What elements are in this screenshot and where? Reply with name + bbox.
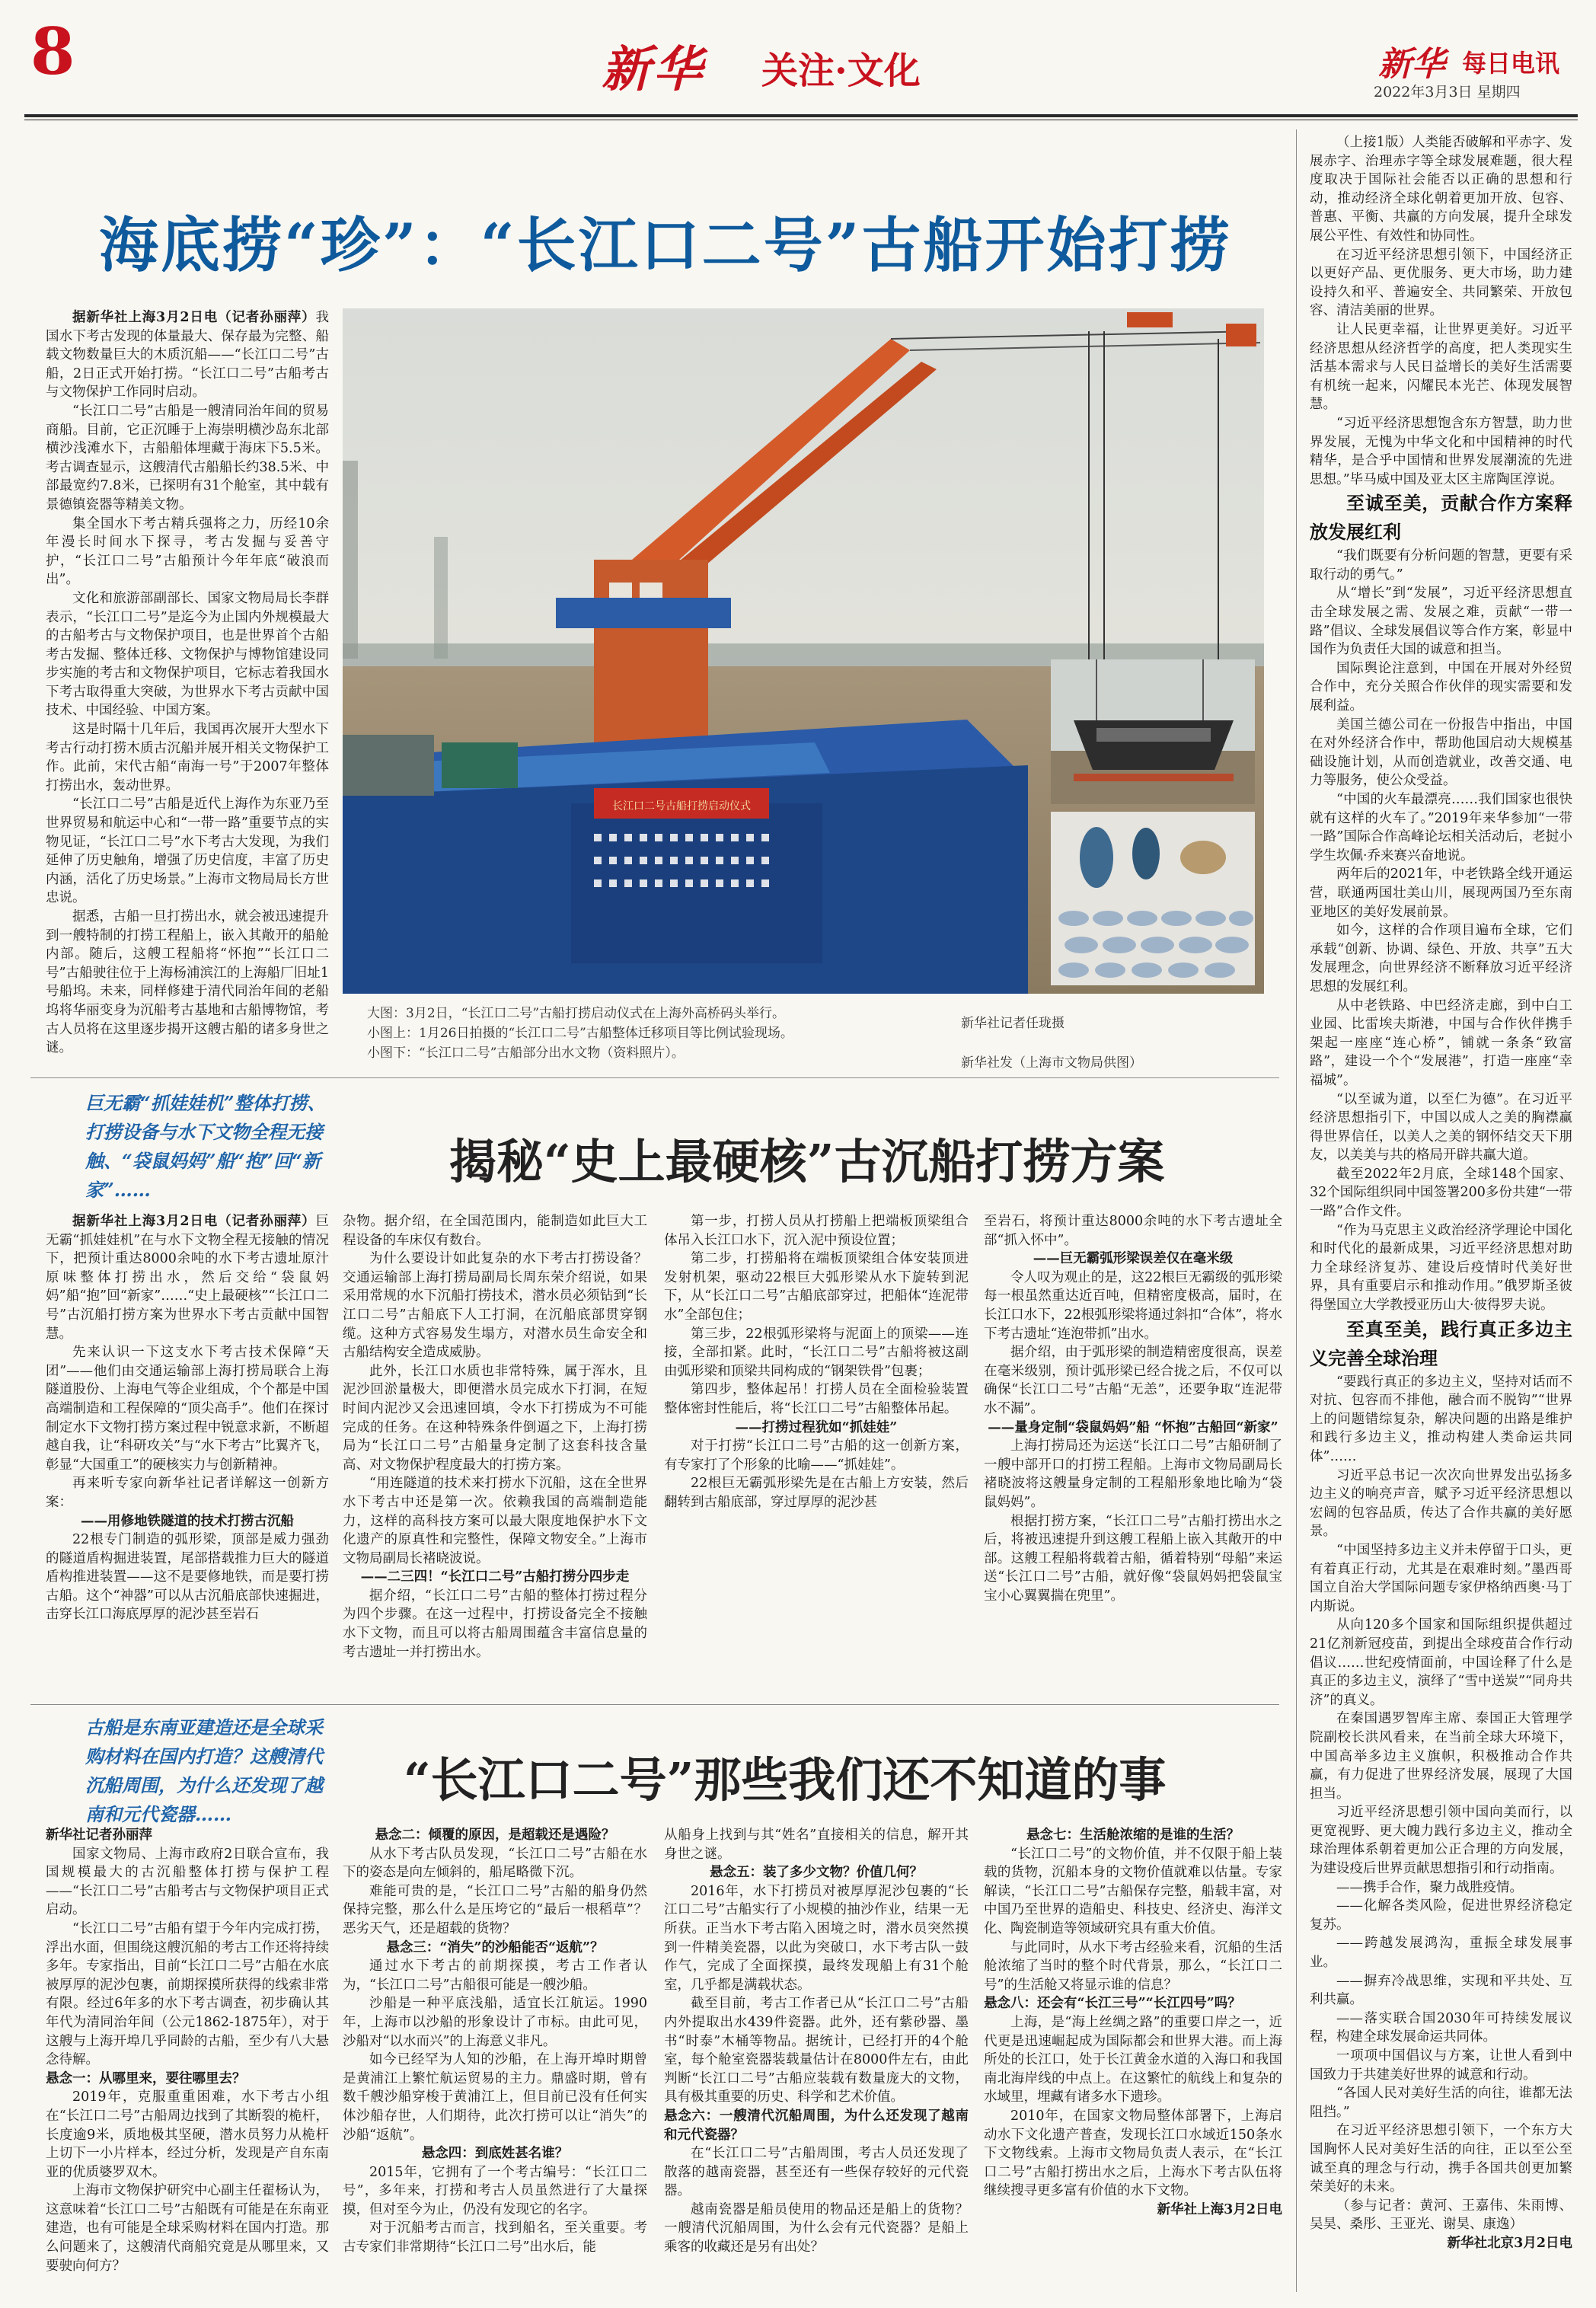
xinhua-logo-icon: 新华 (602, 41, 705, 98)
ceremony-banner: 长江口二号古船打捞启动仪式 (612, 800, 751, 812)
story3-paragraph: 2010年，在国家文物局整体部署下，上海启动水下文化遗产普查，发现长江口水域近150条水下文物线索。上海市文物局负责人表示，在“长江口二号”古船打捞出水之后，上海水下考古队伍将继续搜寻更多富有价值的水下文物。 (984, 2108, 1282, 2199)
story4-paragraph: ——化解各类风险，促进世界经济稳定复苏。 (1310, 1898, 1572, 1933)
story3-question: 悬念八：还会有“长江三号”“长江四号”吗？ (984, 1996, 1241, 2012)
story1-paragraph: 集全国水下考古精兵强将之力，历经10余年漫长时间水下探寻，考古发掘与妥善守护，“长江口二号”古船预计今年年底“破浪而出”。 (46, 516, 329, 588)
story4-paragraph: 从向120多个国家和国际组织提供超过21亿剂新冠疫苗，到提出全球疫苗合作行动倡议……世纪疫情面前，中国诠释了什么是真正的多边主义，演绎了“雪中送炭”“同舟共济”的真义。 (1310, 1617, 1572, 1708)
story3-paragraph: 上海，是“海上丝绸之路”的重要口岸之一，近代更是迅速崛起成为国际都会和世界大港。而上海所处的长江口，处于长江黄金水道的入海口和我国南北海岸线的中点上。在这繁忙的航线上和复杂的水域里，埋藏有诸多水下遗珍。 (984, 2014, 1282, 2105)
story4-paragraph: “中国的火车最漂亮……我们国家也很快就有这样的火车了。”2019年来华参加“一带一路”国际合作高峰论坛相关活动后，老挝小学生坎佩·乔来赛兴奋地说。 (1310, 792, 1572, 864)
story2-kicker: 巨无霸“抓娃娃机”整体打捞、打捞设备与水下文物全程无接触、“袋鼠妈妈”船“抱”回“新家”…… (85, 1092, 326, 1201)
story2-paragraph: 上海打捞局还为运送“长江口二号”古船研制了一艘中部开口的打捞工程船。上海市文物局副局长褚晓波将这艘量身定制的工程船形象地比喻为“袋鼠妈妈”。 (984, 1438, 1282, 1510)
story2-paragraph: 22根专门制造的弧形梁，顶部是威力强劲的隧道盾构掘进装置，尾部搭载推力巨大的隧道盾构推进装置——这不是要修地铁，而是要打捞古船。这个“神器”可以从古沉船底部快速掘进，击穿长江口海底厚厚的泥沙甚至岩石 (46, 1532, 329, 1623)
story3-question: 悬念一：从哪里来，要往哪里去？ (46, 2070, 246, 2086)
story3-col3 (664, 1826, 969, 2283)
headline-main: 海底捞“珍”：“长江口二号”古船开始打捞 (99, 211, 1232, 280)
story3-paragraph: 2019年，克服重重困难，水下考古小组在“长江口二号”古船周边找到了其断裂的桅杆，长度逾9米，质地极其坚硬，潜水员努力从桅杆上切下一小片样本，经过分析，发现是产自东南亚的优质婆罗双木。 (46, 2089, 329, 2180)
story4-paragraph: 截至2022年2月底，全球148个国家、32个国际组织同中国签署200多份共建“一带一路”合作文件。 (1310, 1166, 1572, 1220)
story3-paragraph: 难能可贵的是，“长江口二号”古船的船身仍然保持完整，那么什么是压垮它的“最后一根稻草”？恶劣天气，还是超载的货物？ (343, 1883, 647, 1936)
story4-paragraph: 一项项中国倡议与方案，让世人看到中国致力于共建美好世界的诚意和行动。 (1310, 2048, 1572, 2083)
story3-question: 悬念六：一艘清代沉船周围，为什么还发现了越南和元代瓷器？ (664, 2108, 969, 2143)
story3-paragraph: 与此同时，从水下考古经验来看，沉船的生活舱浓缩了当时的整个时代背景，那么，“长江口二号”的生活舱又将显示谁的信息？ (984, 1939, 1282, 1993)
story3-paragraph: 从船身上找到与其“姓名”直接相关的信息，解开其身世之谜。 (664, 1828, 969, 1862)
story3-col1 (46, 1826, 329, 2283)
story2-paragraph: 据介绍，“长江口二号”古船的整体打捞过程分为四个步骤。在这一过程中，打捞设备完全不接触水下文物，而且可以将古船周围蕴含丰富信息量的考古遗址一并打捞出水。 (343, 1588, 647, 1660)
story4-paragraph: ——携手合作，聚力战胜疫情。 (1336, 1879, 1523, 1895)
story4-column (1310, 133, 1572, 2292)
story3-paragraph: 2016年，水下打捞员对被厚厚泥沙包裹的“长江口二号”古船实行了小规模的抽沙作业，结果一无所获。正当水下考古陷入困境之时，潜水员突然摸到一件精美瓷器，以此为突破口，水下考古队一鼓作气，完成了全面探摸，最终发现船上有31个舱室，几乎都是满载状态。 (664, 1883, 969, 1993)
story2-paragraph: 令人叹为观止的是，这22根巨无霸级的弧形梁每一根虽然重达近百吨，但精密度极高，届时，在长江口水下，22根弧形梁将通过斜扣“合体”，将水下考古遗址“连泡带抓”出水。 (984, 1269, 1282, 1342)
story3-paragraph: 从水下考古队员发现，“长江口二号”古船在水下的姿态是向左倾斜的，船尾略微下沉。 (343, 1846, 647, 1881)
story2-paragraph: 再来听专家向新华社记者详解这一创新方案： (46, 1476, 329, 1510)
story1-body (46, 308, 329, 1070)
story4-paragraph: 如今，这样的合作项目遍布全球，它们承载“创新、协调、绿色、开放、共享”五大发展理念，向世界经济不断释放习近平经济思想的发展红利。 (1310, 923, 1572, 994)
story4-paragraph: 从中老铁路、中巴经济走廊，到中白工业园、比雷埃夫斯港，中国与合作伙伴携手架起一座座“连心桥”，铺就一条条“致富路”，建设一个个“发展港”，打造一座座“幸福城”。 (1310, 998, 1572, 1088)
story2-dateline: 据新华社上海3月2日电（记者孙丽萍） (72, 1214, 316, 1229)
story2-paragraph: 第四步，整体起吊！打捞人员在全面检验装置整体密封性能后，将“长江口二号”古船整体吊起。 (664, 1382, 969, 1416)
section-title: 关注·文化 (761, 49, 921, 92)
story2-paragraph: 巨无霸“抓娃娃机”在与水下文物全程无接触的情况下，把预计重达8000余吨的水下考古遗址原汁原味整体打捞出水，然后交给“袋鼠妈妈”船“抱”回“新家”……“史上最硬核”“长江口二号”古沉船打捞方案为世界水下考古贡献中国智慧。 (46, 1214, 329, 1342)
story3-col2 (343, 1826, 647, 2283)
story4-paragraph: （上接1版）人类能否破解和平赤字、发展赤字、治理赤字等全球发展难题，很大程度取决于国际社会能否以正确的思想和行动，推动经济全球化朝着更加开放、包容、普惠、平衡、共赢的方向发展，提升全球发展公平性、有效性和协同性。 (1310, 135, 1572, 244)
story4-paragraph: “各国人民对美好生活的向往，谁都无法阻挡。” (1310, 2086, 1572, 2120)
story2-paragraph: 此外，长江口水质也非常特殊，属于浑水，且泥沙回淤量极大，即便潜水员完成水下打洞，在短时间内泥沙又会迅速回填，令水下打捞成为不可能完成的任务。在这种特殊条件倒逼之下，上海打捞局为“长江口二号”古船量身定制了这套科技含量高、对文物保护程度最大的打捞方案。 (343, 1363, 647, 1473)
page-number: 8 (30, 14, 75, 89)
inset-photo-relics (1051, 812, 1255, 985)
story2-subhead: ——用修地铁隧道的技术打捞古沉船 (81, 1513, 294, 1529)
story4-paragraph: ——跨越发展鸿沟，重振全球发展事业。 (1310, 1936, 1572, 1971)
story2-col1 (46, 1212, 329, 1700)
story3-credit: 新华社上海3月2日电 (1157, 2201, 1282, 2217)
headline-story3: “长江口二号”那些我们还不知道的事 (404, 1752, 1167, 1808)
story1-paragraph: “长江口二号”古船是近代上海作为东亚乃至世界贸易和航运中心和“一带一路”重要节点的实物见证，“长江口二号”水下考古大发现，为我们延伸了历史触角，增强了历史信度，丰富了历史内涵，活化了历史场景。”上海市文物局局长方世忠说。 (46, 796, 329, 906)
story2-paragraph: 根据打捞方案，“长江口二号”古船打捞出水之后，将被迅速提升到这艘工程船上嵌入其敞开的中部。这艘工程船将载着古船，循着特别“母船”来运送“长江口二号”古船，就好像“袋鼠妈妈把袋鼠宝宝小心翼翼揣在兜里”。 (984, 1513, 1282, 1604)
story3-question: 悬念三：“消失”的沙船能否“返航”？ (386, 1939, 604, 1955)
story3-paragraph: 在“长江口二号”古船周围，考古人员还发现了散落的越南瓷器，甚至还有一些保存较好的元代瓷器。 (664, 2146, 969, 2199)
story3-question: 悬念四：到底姓甚名谁？ (421, 2146, 569, 2162)
story2-subhead: ——巨无霸弧形梁误差仅在毫米级 (1033, 1251, 1234, 1267)
story1-paragraph: “长江口二号”古船是一艘清同治年间的贸易商船。目前，它正沉睡于上海崇明横沙岛东北部横沙浅滩水下，古船船体埋藏于海床下5.5米。考古调查显示，这艘清代古船船长约38.5米、中部最宽约7.8米，已探明有31个舱室，其中载有景德镇瓷器等精美文物。 (46, 403, 329, 512)
story4-paragraph: 两年后的2021年，中老铁路全线开通运营，联通两国壮美山川，展现两国乃至东南亚地区的美好发展前景。 (1310, 867, 1572, 920)
story2-paragraph: 对于打捞“长江口二号”古船的这一创新方案，有专家打了个形象的比喻——“抓娃娃”。 (664, 1438, 969, 1473)
story4-paragraph: 让人民更幸福，让世界更美好。习近平经济思想从经济哲学的高度，把人类现实生活基本需求与人民日益增长的美好生活需要有机统一起来，闪耀民本光芒、体现发展智慧。 (1310, 321, 1572, 413)
story3-paragraph: “长江口二号”的文物价值，并不仅限于船上装载的货物，沉船本身的文物价值就难以估量。专家解读，“长江口二号”古船保存完整，船载丰富，对中国乃至世界的造船史、科技史、经济史、海洋文化、陶瓷制造等领域研究具有重大价值。 (984, 1846, 1282, 1936)
story3-paragraph: 2015年，它拥有了一个考古编号：“长江口二号”，多年来，打捞和考古人员虽然进行了大量探摸，但对至今为止，仍没有发现它的名字。 (343, 2164, 647, 2217)
story2-paragraph: 为什么要设计如此复杂的水下考古打捞设备？交通运输部上海打捞局副局长周东荣介绍说，如果采用常规的水下沉船打捞技术，潜水员必须钻到“长江口二号”古船底下人工打洞，在沉船底部贯穿钢缆。这种方式容易发生塌方，对潜水员生命安全和古船结构安全造成威胁。 (343, 1251, 647, 1361)
caption-main: 大图：3月2日，“长江口二号”古船打捞启动仪式在上海外高桥码头举行。 (367, 1006, 786, 1021)
photo-credit: 新华社记者任珑摄 (961, 1016, 1065, 1031)
story2-paragraph: 至岩石，将预计重达8000余吨的水下考古遗址全部“抓入怀中”。 (984, 1214, 1282, 1248)
story2-paragraph: 先来认识一下这支水下考古技术保障“天团”——他们由交通运输部上海打捞局联合上海隧道股份、上海电气等企业组成，个个都是中国高端制造和工程保障的“顶尖高手”。他们在探讨制定水下文物打捞方案过程中锐意求新，不断超越自我，让“科研攻关”与“水下考古”比翼齐飞，彰显“大国重工”的硬核实力与创新精神。 (46, 1345, 329, 1473)
story3-question: 悬念二：倾覆的原因，是超载还是遇险？ (375, 1828, 615, 1843)
story2-paragraph: 第一步，打捞人员从打捞船上把端板顶梁组合体吊入长江口水下，沉入泥中预设位置； (664, 1214, 969, 1248)
story2-paragraph: 第三步，22根弧形梁将与泥面上的顶梁——连接，全部扣紧。此时，“长江口二号”古船将被这副由弧形梁和顶梁共同构成的“钢架铁骨”包裹； (664, 1326, 969, 1379)
story4-paragraph: 美国兰德公司在一份报告中指出，中国在对外经济合作中，帮助他国启动大规模基础设施计划，从而创造就业，改善交通、电力等服务，使公众受益。 (1310, 717, 1572, 789)
story4-subhead: 至真至美，践行真正多边主义完善全球治理 (1310, 1317, 1572, 1369)
story3-paragraph: 对于沉船考古而言，找到船名，至关重要。考古专家们非常期待“长江口二号”出水后，能 (343, 2220, 647, 2255)
story2-paragraph: 22根巨无霸弧形梁先是在古船上方安装，然后翻转到古船底部，穿过厚厚的泥沙甚 (664, 1476, 969, 1510)
story4-paragraph: 从“增长”到“发展”，习近平经济思想直击全球发展之需、发展之难，贡献“一带一路”倡议、全球发展倡议等合作方案，彰显中国作为负责任大国的诚意和担当。 (1310, 586, 1572, 658)
story4-paragraph: 国际舆论注意到，中国在开展对外经贸合作中，充分关照合作伙伴的现实需要和发展利益。 (1310, 660, 1572, 714)
story4-paragraph: 习近平总书记一次次向世界发出弘扬多边主义的响亮声音，赋予习近平经济思想以宏阔的包容品质，传达了合作共赢的美好愿景。 (1310, 1467, 1572, 1540)
story4-paragraph: “作为马克思主义政治经济学理论中国化和时代化的最新成果，习近平经济思想对助力全球经济复苏、建设后疫情时代美好世界，具有重要启示和推动作用。”俄罗斯圣彼得堡国立大学教授亚历山大·彼得罗夫说。 (1310, 1222, 1572, 1314)
story4-paragraph: ——落实联合国2030年可持续发展议程，构建全球发展命运共同体。 (1310, 2010, 1572, 2045)
story2-paragraph: 第二步，打捞船将在端板顶梁组合体安装顶进发射机架，驱动22根巨大弧形梁从水下旋转到泥下，从“长江口二号”古船底部穿过，把船体“连泥带水”全部包住； (664, 1251, 969, 1323)
story1-paragraph: 据悉，古船一旦打捞出水，就会被迅速提升到一艘特制的打捞工程船上，嵌入其敞开的船舱内部。随后，这艘工程船将“怀抱”“长江口二号”古船驶往位于上海杨浦滨江的上海船厂旧址1号船坞。未来，同样修建于清代同治年间的老船坞将华丽变身为沉船考古基地和古船博物馆，考古人员将在这里逐步揭开这艘古船的诸多身世之谜。 (46, 909, 329, 1056)
story4-credit: 新华社北京3月2日电 (1447, 2235, 1572, 2251)
story3-byline: 新华社记者孙丽萍 (46, 1828, 152, 1843)
story3-paragraph: 如今已经罕为人知的沙船，在上海开埠时期曾是黄浦江上繁忙航运贸易的主力。鼎盛时期，曾有数千艘沙船穿梭于黄浦江上，但目前已没有任何实体沙船存世，人们期待，此次打捞可以让“消失”的沙船“返航”。 (343, 2052, 647, 2143)
story4-paragraph: 在习近平经济思想引领下，中国经济正以更好产品、更优服务、更大市场，助力建设持久和平、普遍安全、共同繁荣、开放包容、清洁美丽的世界。 (1310, 247, 1572, 319)
story3-paragraph: 越南瓷器是船员使用的物品还是船上的货物？一艘清代沉船周围，为什么会有元代瓷器？是船上乘客的收藏还是另有出处？ (664, 2201, 969, 2255)
story2-subhead: ——二三四！“长江口二号”古船打捞分四步走 (360, 1569, 630, 1585)
story3-paragraph: “长江口二号”古船有望于今年内完成打捞，浮出水面，但围绕这艘沉船的考古工作还将持续多年。专家指出，目前“长江口二号”古船在水底被厚厚的泥沙包裹，前期探摸所获得的线索非常有限。经过6年多的水下考古调查，初步确认其年代为清同治年间（公元1862-1875年），对于这艘与上海开埠几乎同龄的古船，至少有八大悬念待解。 (46, 1920, 329, 2068)
story2-paragraph: 杂物。据介绍，在全国范围内，能制造如此巨大工程设备的车床仅有数台。 (343, 1214, 647, 1248)
photo-credits (961, 1004, 1189, 1083)
story4-subhead: 至诚至美，贡献合作方案释放发展红利 (1310, 492, 1572, 544)
caption-small2: 小图下：“长江口二号”古船部分出水文物（资料照片）。 (367, 1045, 685, 1061)
section-divider (30, 1704, 1279, 1705)
photo-credit: 新华社发（上海市文物局供图） (961, 1055, 1142, 1071)
story1-paragraph: 这是时隔十几年后，我国再次展开大型水下考古行动打捞木质古沉船并展开相关文物保护工作。此前，宋代古船“南海一号”于2007年整体打捞出水，轰动世界。 (46, 722, 329, 793)
story3-question: 悬念七：生活舱浓缩的是谁的生活？ (1026, 1828, 1240, 1843)
story4-paragraph: （参与记者：黄河、王嘉伟、朱雨博、吴昊、桑彤、王亚光、谢昊、康逸） (1310, 2198, 1572, 2233)
story3-col4 (984, 1826, 1282, 2283)
story3-paragraph: 沙船是一种平底浅船，适宜长江航运。1990年，上海市以沙船的形象设计了市标。由此可见，沙船对“以水而兴”的上海意义非凡。 (343, 1996, 647, 2049)
photo-caption (367, 1004, 946, 1063)
story2-paragraph: 据介绍，由于弧形梁的制造精密度很高，误差在毫米级别，预计弧形梁已经合拢之后，不仅可以确保“长江口二号”古船“无恙”，还要争取“连泥带水不漏”。 (984, 1345, 1282, 1416)
story4-paragraph: 在秦国遇罗智库主席、泰国正大管理学院副校长洪风看来，在当前全球大环境下，中国高举多边主义旗帜，积极推动合作共赢，有力促进了世界经济发展，展现了大国担当。 (1310, 1711, 1572, 1802)
story3-paragraph: 国家文物局、上海市政府2日联合宣布，我国规模最大的古沉船整体打捞与保护工程——“长江口二号”古船考古与文物保护项目正式启动。 (46, 1846, 329, 1918)
story4-paragraph: “习近平经济思想饱含东方智慧，助力世界发展，无愧为中华文化和中国精神的时代精华，是合乎中国情和世界发展潮流的先进思想。”毕马威中国及亚太区主席陶匡淳说。 (1310, 415, 1572, 487)
story3-question: 悬念五：装了多少文物？价值几何？ (710, 1865, 923, 1881)
caption-small1: 小图上：1月26日拍摄的“长江口二号”古船整体迁移项目等比例试验现场。 (367, 1026, 793, 1041)
column-divider (1296, 129, 1297, 2292)
story3-paragraph: 上海市文物保护研究中心副主任翟杨认为，这意味着“长江口二号”古船既有可能是在东南亚建造，也有可能是全球采购材料在国内打造。那么问题来了，这艘清代商船究竟是从哪里来，又要驶向何方？ (46, 2183, 329, 2274)
story3-kicker: 古船是东南亚建造还是全球采购材料在国内打造？这艘清代沉船周围，为什么还发现了越南和元代瓷器…… (85, 1716, 323, 1825)
story1-dateline: 据新华社上海3月2日电（记者孙丽萍） (72, 310, 316, 325)
story2-paragraph: “用连隧道的技术来打捞水下沉船，这在全世界水下考古中还是第一次。依赖我国的高端制造能力，这样的高科技方案可以最大限度地保护水下文化遗产的原真性和完整性，保障文物安全。”上海市文物局副局长褚晓波说。 (343, 1476, 647, 1566)
story2-col3 (664, 1212, 969, 1700)
story3-paragraph: 截至目前，考古工作者已从“长江口二号”古船内外提取出水439件瓷器。此外，还有紫砂器、墨书“时泰”木桶等物品。据统计，已经打开的4个舱室，每个舱室瓷器装载量估计在8000件左右，由此判断“长江口二号”古船应装载有数量庞大的文物，具有极其重要的历史、科学和艺术价值。 (664, 1996, 969, 2105)
paper-logo-icon: 新华 (1378, 45, 1445, 84)
story4-paragraph: “我们既要有分析问题的智慧，更要有采取行动的勇气。” (1310, 548, 1572, 583)
header-rule (24, 114, 1578, 117)
story2-col4 (984, 1212, 1282, 1700)
story4-paragraph: “中国坚持多边主义并未停留于口头，更有着真正行动，尤其是在艰难时刻。”墨西哥国立自治大学国际问题专家伊格纳西奥·马丁内斯说。 (1310, 1542, 1572, 1614)
story1-paragraph: 我国水下考古发现的体量最大、保存最为完整、船载文物数量巨大的木质沉船——“长江口二号”古船，2日正式开始打捞。“长江口二号”古船考古与文物保护工作同时启动。 (46, 310, 329, 401)
story2-col2 (343, 1212, 647, 1700)
story2-subhead: ——量身定制“袋鼠妈妈”船 “怀抱”古船回“新家” (988, 1419, 1278, 1435)
story4-paragraph: 习近平经济思想引领中国向美而行，以更宽视野、更大魄力践行多边主义，推动全球治理体系朝着更加公正合理的方向发展，为建设疫后世界贡献思想指引和行动指南。 (1310, 1805, 1572, 1877)
issue-date: 2022年3月3日 星期四 (1374, 84, 1521, 101)
story4-paragraph: “以至诚为道，以至仁为德”。在习近平经济思想指引下，中国以成人之美的胸襟赢得世界信任，以美人之美的钢怀结交天下朋友，以美美与共的格局开辟共赢大道。 (1310, 1091, 1572, 1164)
paper-logo-text: 每日电讯 (1462, 49, 1560, 78)
inset-photo-test-site (1051, 659, 1255, 804)
story3-paragraph: 通过水下考古的前期探摸，考古工作者认为，“长江口二号”古船很可能是一艘沙船。 (343, 1958, 647, 1993)
story4-paragraph: ——摒弃冷战思维，实现和平共处、互利共赢。 (1310, 1973, 1572, 2008)
section-divider (30, 1077, 1279, 1078)
headline-story2: 揭秘“史上最硬核”古沉船打捞方案 (449, 1134, 1165, 1189)
story4-paragraph: “要践行真正的多边主义，坚持对话而不对抗、包容而不排他，融合而不脱钩”“世界上的问题错综复杂，解决问题的出路是维护和践行多边主义，推动构建人类命运共同体”…… (1310, 1374, 1572, 1464)
story1-paragraph: 文化和旅游部副部长、国家文物局局长李群表示，“长江口二号”是迄今为止国内外规模最大的古船考古与文物保护项目，也是世界首个古船考古发掘、整体迁移、文物保护与博物馆建设同步实施的考古和文物保护项目，它标志着我国水下考古取得重大突破，为世界水下考古贡献中国技术、中国经验、中国方案。 (46, 590, 329, 719)
story4-paragraph: 在习近平经济思想引领下，一个东方大国胸怀人民对美好生活的向往，正以至公至诚至真的理念与行动，携手各国共创更加繁荣美好的未来。 (1310, 2123, 1572, 2195)
story2-subhead: ——打捞过程犹如“抓娃娃” (735, 1419, 898, 1435)
